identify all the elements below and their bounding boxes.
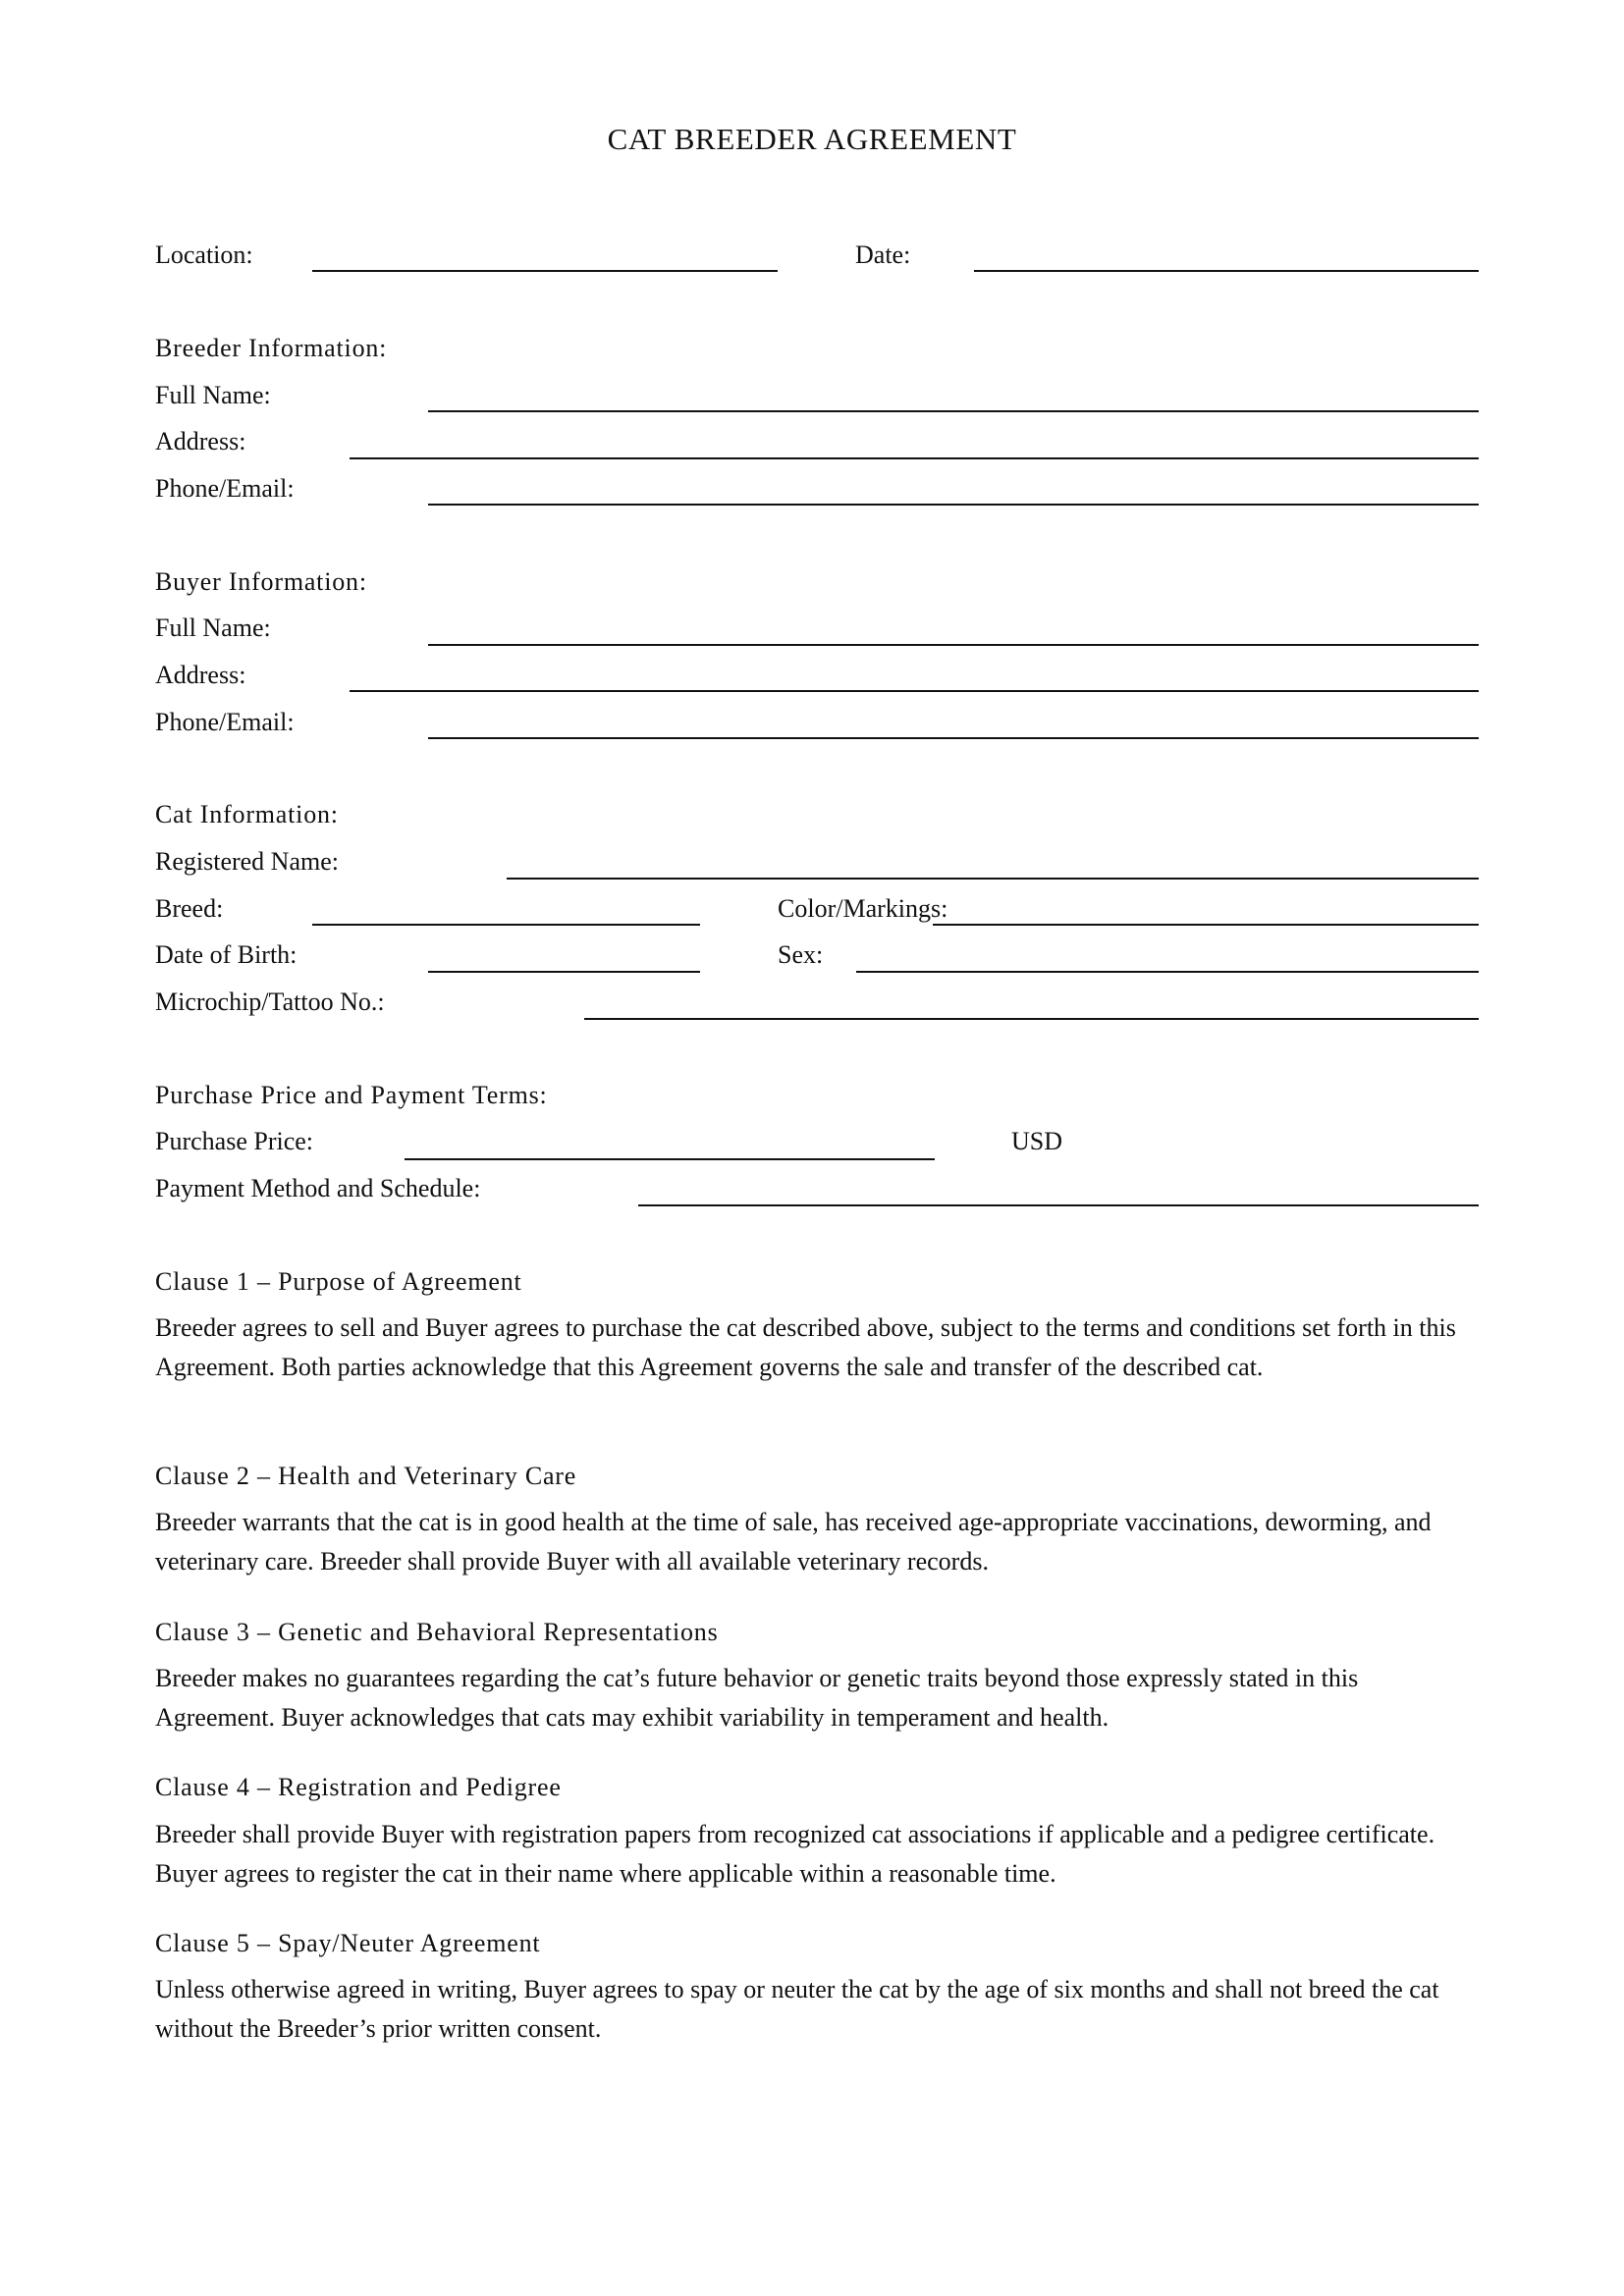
breed-field[interactable] [312, 924, 700, 926]
clause-2-body: Breeder warrants that the cat is in good health at the time of sale, has received age-appropriate vaccinations, deworming, and veterinary care. Breeder shall provide Buyer with all available veterinary records. [155, 1508, 1432, 1575]
breeder-address-field[interactable] [350, 457, 1479, 459]
document-title: CAT BREEDER AGREEMENT [607, 122, 1017, 156]
clause-3-body: Breeder makes no guarantees regarding the cat’s future behavior or genetic traits beyond those expressly stated in this Agreement. Buyer acknowledges that cats may exhibit variability in temperament and health. [155, 1664, 1359, 1732]
payment-method-label: Payment Method and Schedule: [155, 1174, 481, 1202]
breeder-phone-email-field[interactable] [428, 504, 1479, 506]
location-label: Location: [155, 240, 253, 269]
currency-label: USD [1011, 1127, 1063, 1155]
clause-1-body: Breeder agrees to sell and Buyer agrees to purchase the cat described above, subject to the terms and conditions set forth in this Agreement. Both parties acknowledge that this Agreement governs the sale and transfer of the described cat. [155, 1313, 1456, 1381]
purchase-price-label: Purchase Price: [155, 1127, 314, 1155]
breeder-full-name-label: Full Name: [155, 381, 271, 409]
buyer-address-field[interactable] [350, 690, 1479, 692]
clause-3-title: Clause 3 – Genetic and Behavioral Representations [155, 1618, 719, 1646]
date-of-birth-field[interactable] [428, 971, 700, 973]
buyer-full-name-label: Full Name: [155, 614, 271, 642]
payment-section-heading: Purchase Price and Payment Terms: [155, 1081, 548, 1109]
sex-field[interactable] [856, 971, 1479, 973]
registered-name-field[interactable] [507, 878, 1479, 880]
buyer-address-label: Address: [155, 661, 246, 689]
location-field[interactable] [312, 270, 778, 272]
buyer-full-name-field[interactable] [428, 644, 1479, 646]
date-label: Date: [855, 240, 911, 269]
registered-name-label: Registered Name: [155, 847, 339, 876]
cat-section-heading: Cat Information: [155, 800, 339, 828]
buyer-phone-email-field[interactable] [428, 737, 1479, 739]
clause-5-body: Unless otherwise agreed in writing, Buyer agrees to spay or neuter the cat by the age of six months and shall not breed the cat without the Breeder’s prior written consent. [155, 1975, 1439, 2043]
clause-1-title: Clause 1 – Purpose of Agreement [155, 1267, 522, 1296]
payment-method-field[interactable] [638, 1204, 1479, 1206]
color-markings-label: Color/Markings: [778, 894, 948, 923]
breeder-phone-email-label: Phone/Email: [155, 474, 295, 503]
clause-5-title: Clause 5 – Spay/Neuter Agreement [155, 1929, 541, 1957]
buyer-phone-email-label: Phone/Email: [155, 708, 295, 736]
breeder-full-name-field[interactable] [428, 410, 1479, 412]
purchase-price-field[interactable] [405, 1158, 935, 1160]
color-markings-field[interactable] [933, 924, 1479, 926]
breeder-address-label: Address: [155, 427, 246, 455]
clause-2-title: Clause 2 – Health and Veterinary Care [155, 1462, 577, 1490]
date-of-birth-label: Date of Birth: [155, 940, 298, 969]
microchip-field[interactable] [584, 1018, 1479, 1020]
sex-label: Sex: [778, 940, 824, 969]
date-field[interactable] [974, 270, 1479, 272]
breeder-section-heading: Breeder Information: [155, 334, 388, 362]
buyer-section-heading: Buyer Information: [155, 567, 367, 596]
clause-4-title: Clause 4 – Registration and Pedigree [155, 1773, 562, 1801]
microchip-label: Microchip/Tattoo No.: [155, 988, 385, 1016]
breed-label: Breed: [155, 894, 224, 923]
clause-4-body: Breeder shall provide Buyer with registration papers from recognized cat associations if applicable and a pedigree certificate. Buyer agrees to register the cat in their name where applicable within a reasonable time. [155, 1820, 1435, 1888]
